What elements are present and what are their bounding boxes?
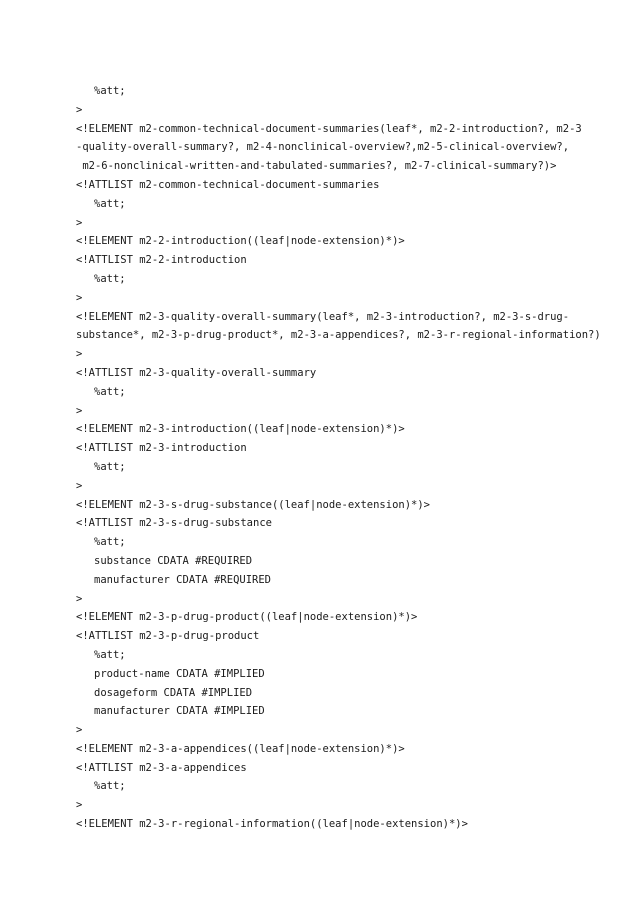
code-line: %att; — [94, 648, 126, 661]
code-line: %att; — [94, 536, 126, 549]
code-line: <!ELEMENT m2-2-introduction((leaf|node-extension)*)> — [76, 235, 405, 248]
code-line: <!ATTLIST m2-common-technical-document-summaries — [76, 178, 380, 191]
code-line: > — [76, 404, 83, 417]
code-line: <!ATTLIST m2-3-introduction — [76, 442, 247, 455]
code-line: product-name CDATA #IMPLIED — [94, 667, 265, 680]
code-line: > — [76, 103, 83, 116]
code-line: > — [76, 348, 83, 361]
code-line: <!ELEMENT m2-3-r-regional-information((leaf|node-extension)*)> — [76, 818, 468, 831]
code-line: <!ELEMENT m2-3-introduction((leaf|node-extension)*)> — [76, 423, 405, 436]
code-line: manufacturer CDATA #IMPLIED — [94, 705, 265, 718]
code-line: <!ATTLIST m2-3-p-drug-product — [76, 630, 260, 643]
code-line: dosageform CDATA #IMPLIED — [94, 686, 253, 699]
code-line: <!ELEMENT m2-3-a-appendices((leaf|node-extension)*)> — [76, 742, 405, 755]
code-line: <!ATTLIST m2-3-a-appendices — [76, 761, 247, 774]
code-line: %att; — [94, 272, 126, 285]
code-line: <!ATTLIST m2-3-s-drug-substance — [76, 517, 272, 530]
code-line: <!ELEMENT m2-3-p-drug-product((leaf|node-extension)*)> — [76, 611, 418, 624]
code-line: -quality-overall-summary?, m2-4-nonclinical-overview?,m2-5-clinical-overview?, — [76, 141, 570, 154]
code-line: %att; — [94, 85, 126, 97]
code-line: %att; — [94, 197, 126, 210]
code-line: <!ATTLIST m2-2-introduction — [76, 254, 247, 267]
code-line: > — [76, 479, 83, 492]
code-line: <!ELEMENT m2-3-s-drug-substance((leaf|node-extension)*)> — [76, 498, 431, 511]
code-line: > — [76, 724, 83, 737]
dtd-code-block — [76, 82, 601, 834]
code-line: <!ATTLIST m2-3-quality-overall-summary — [76, 366, 317, 379]
code-line: %att; — [94, 385, 126, 398]
code-line: <!ELEMENT m2-3-quality-overall-summary(leaf*, m2-3-introduction?, m2-3-s-drug- — [76, 310, 570, 323]
code-line: > — [76, 799, 83, 812]
code-line: %att; — [94, 780, 126, 793]
code-line: substance*, m2-3-p-drug-product*, m2-3-a-appendices?, m2-3-r-regional-information?) — [76, 329, 601, 342]
code-line: > — [76, 216, 83, 229]
code-line: > — [76, 291, 83, 304]
code-line: > — [76, 592, 83, 605]
code-line: m2-6-nonclinical-written-and-tabulated-summaries?, m2-7-clinical-summary?)> — [76, 160, 557, 173]
code-line: %att; — [94, 460, 126, 473]
code-line: substance CDATA #REQUIRED — [94, 554, 253, 567]
code-line: <!ELEMENT m2-common-technical-document-summaries(leaf*, m2-2-introduction?, m2-3 — [76, 122, 582, 135]
code-line: manufacturer CDATA #REQUIRED — [94, 573, 272, 586]
